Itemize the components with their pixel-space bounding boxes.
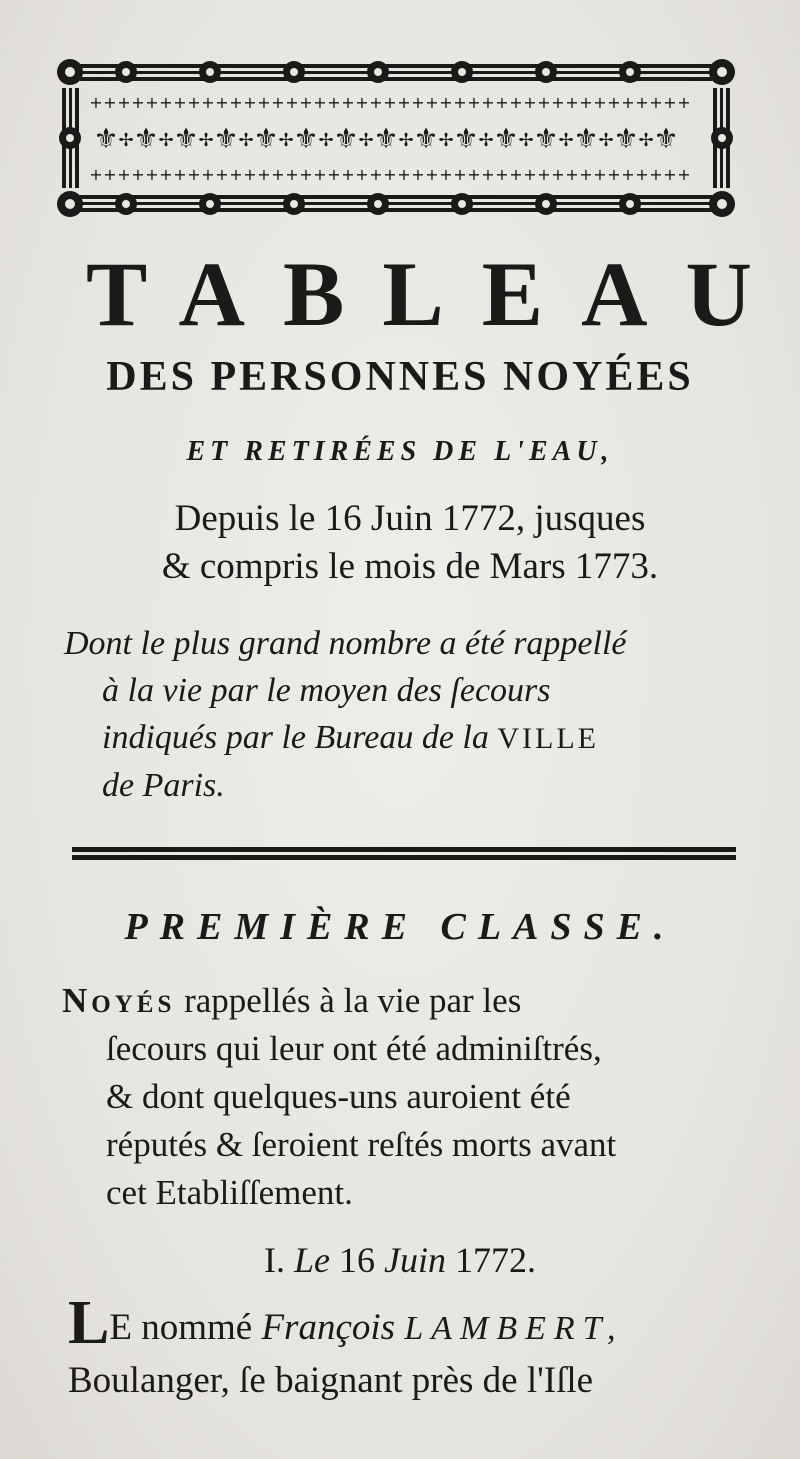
ornament-glyph: + — [173, 165, 187, 184]
drop-cap: L — [68, 1289, 110, 1357]
ornament-glyph: + — [299, 165, 313, 184]
ornament-glyph: + — [271, 93, 285, 112]
ornament-glyph: ⚜ — [453, 122, 479, 155]
description-paragraph — [64, 620, 744, 809]
ornament-glyph: + — [215, 93, 229, 112]
ornament-glyph: + — [145, 93, 159, 112]
ornament-glyph: + — [159, 165, 173, 184]
entry-date-day: 16 — [339, 1240, 375, 1280]
ornament-glyph: + — [621, 165, 635, 184]
rosette-center — [206, 200, 214, 208]
ornament-glyph: + — [663, 165, 677, 184]
ornament-glyph: + — [103, 93, 117, 112]
ornament-glyph: + — [299, 93, 313, 112]
ornament-glyph: + — [89, 165, 103, 184]
ornament-glyph: ⚜ — [293, 122, 319, 155]
ornament-glyph: + — [397, 165, 411, 184]
description-line-3-text: indiqués par le Bureau de la — [102, 719, 489, 756]
ornament-glyph: ⚜ — [133, 122, 159, 155]
rosette-center — [374, 68, 382, 76]
ornament-glyph: + — [495, 93, 509, 112]
ornament-glyph: + — [327, 93, 341, 112]
class-description-line-1 — [62, 977, 746, 1025]
entry-date-month: Juin — [384, 1240, 446, 1280]
ornament-glyph: + — [481, 165, 495, 184]
ornament-glyph: ✢ — [398, 130, 414, 151]
rosette-center — [374, 200, 382, 208]
ornament-glyph: + — [243, 165, 257, 184]
ornament-glyph: + — [509, 165, 523, 184]
ornament-glyph: + — [187, 165, 201, 184]
ornament-glyph: + — [383, 93, 397, 112]
ornament-glyph: + — [635, 165, 649, 184]
ornament-border — [54, 52, 738, 224]
ornament-glyph: + — [635, 93, 649, 112]
ornament-glyph: + — [411, 93, 425, 112]
ornament-glyph: + — [649, 93, 663, 112]
rosette-center — [458, 68, 466, 76]
rosette-center — [626, 200, 634, 208]
entry-line-2: Boulanger, ſe baignant près de l'Iſle — [68, 1360, 594, 1401]
ornament-glyph: + — [369, 93, 383, 112]
entry-surname: LAMBERT, — [404, 1310, 624, 1347]
ornament-glyph: ✢ — [318, 130, 334, 151]
ornament-glyph: + — [509, 93, 523, 112]
ornament-glyph: + — [453, 93, 467, 112]
ornament-glyph: ⚜ — [653, 122, 679, 155]
entry-first-name: François — [261, 1307, 396, 1348]
ornament-glyph: ✢ — [518, 130, 534, 151]
ornament-glyph: + — [439, 165, 453, 184]
ornament-glyph: + — [229, 93, 243, 112]
class-description-line-1-text: rappellés à la vie par les — [175, 981, 522, 1020]
description-line-2: à la vie par le moyen des ſecours — [102, 672, 551, 709]
ornament-glyph: ✢ — [478, 130, 494, 151]
date-range — [80, 495, 740, 591]
ornament-glyph: + — [523, 93, 537, 112]
ornament-glyph: + — [131, 165, 145, 184]
ornament-glyph: + — [173, 93, 187, 112]
ornament-glyph: + — [397, 93, 411, 112]
rosette-center — [290, 68, 298, 76]
ornament-glyph: ⚜ — [413, 122, 439, 155]
rosette-center — [290, 200, 298, 208]
ornament-glyph: + — [579, 93, 593, 112]
rosette-center — [122, 68, 130, 76]
date-range-line-1: Depuis le 16 Juin 1772, jusques — [174, 498, 646, 539]
ornament-glyph: + — [663, 93, 677, 112]
ornament-glyph: ✢ — [438, 130, 454, 151]
ornament-glyph: ⚜ — [613, 122, 639, 155]
ornament-glyph: + — [159, 93, 173, 112]
ornament-glyph: + — [551, 93, 565, 112]
ornament-glyph: ✢ — [278, 130, 294, 151]
noyes-smallcaps: Noyés — [62, 981, 176, 1020]
ornament-glyph: + — [215, 165, 229, 184]
entry-line-1 — [68, 1289, 748, 1357]
ornament-glyph: + — [593, 165, 607, 184]
ornament-glyph: ⚜ — [493, 122, 519, 155]
entry-line-1-text: E nommé — [109, 1307, 253, 1348]
ornament-glyph: + — [565, 93, 579, 112]
ornament-glyph: + — [537, 165, 551, 184]
ornament-glyph: + — [481, 93, 495, 112]
ornament-graphic — [54, 52, 738, 224]
entry-body — [68, 1289, 748, 1407]
ornament-glyph: ✢ — [598, 130, 614, 151]
ornament-glyph: + — [355, 165, 369, 184]
rosette-center — [542, 200, 550, 208]
ornament-glyph: + — [579, 165, 593, 184]
entry-date-year: 1772. — [454, 1240, 536, 1280]
entry-heading — [0, 1236, 800, 1284]
document-subtitle-2: ET RETIRÉES DE L'EAU, — [186, 436, 614, 467]
ornament-glyph: + — [355, 93, 369, 112]
ornament-glyph: + — [271, 165, 285, 184]
ornament-glyph: + — [523, 165, 537, 184]
class-description-line-3: & dont quelques-uns auroient été — [106, 1077, 571, 1116]
document-title: TABLEAU — [86, 243, 790, 345]
ornament-glyph: ✢ — [118, 130, 134, 151]
class-description — [62, 977, 746, 1217]
ornament-glyph: + — [453, 165, 467, 184]
ornament-glyph: + — [551, 165, 565, 184]
ornament-glyph: + — [257, 165, 271, 184]
ornament-glyph: ✢ — [198, 130, 214, 151]
ornament-glyph: ✢ — [358, 130, 374, 151]
class-description-line-2: ſecours qui leur ont été adminiſtrés, — [106, 1029, 602, 1068]
ornament-glyph: + — [243, 93, 257, 112]
ornament-glyph: ⚜ — [93, 122, 119, 155]
date-range-line-2: & compris le mois de Mars 1773. — [161, 546, 659, 587]
ornament-glyph: ✢ — [238, 130, 254, 151]
ornament-glyph: ⚜ — [333, 122, 359, 155]
rosette-center — [458, 200, 466, 208]
ornament-glyph: + — [229, 165, 243, 184]
ornament-glyph: ⚜ — [253, 122, 279, 155]
class-description-line-4: réputés & ſeroient reſtés morts avant — [106, 1125, 617, 1164]
ornament-glyph: + — [341, 165, 355, 184]
ornament-glyph: + — [677, 93, 691, 112]
ornament-glyph: + — [467, 165, 481, 184]
ornament-glyph: + — [145, 165, 159, 184]
document-subtitle: DES PERSONNES NOYÉES — [106, 354, 694, 400]
ornament-glyph: + — [131, 93, 145, 112]
description-line-1: Dont le plus grand nombre a été rappellé — [64, 625, 627, 662]
ornament-glyph: ✢ — [558, 130, 574, 151]
ornament-glyph: + — [439, 93, 453, 112]
ornament-glyph: + — [117, 93, 131, 112]
ornament-glyph: + — [593, 93, 607, 112]
ornament-glyph: + — [201, 93, 215, 112]
rosette-center — [122, 200, 130, 208]
ornament-glyph: ⚜ — [213, 122, 239, 155]
ornament-glyph: + — [187, 93, 201, 112]
description-line-4: de Paris. — [102, 767, 225, 804]
ornament-glyph: + — [383, 165, 397, 184]
ornament-glyph: + — [425, 93, 439, 112]
ornament-glyph: ⚜ — [533, 122, 559, 155]
ornament-glyph: ⚜ — [173, 122, 199, 155]
ornament-glyph: + — [285, 93, 299, 112]
rosette-center — [206, 68, 214, 76]
ornament-glyph: + — [677, 165, 691, 184]
class-heading: PREMIÈRE CLASSE. — [124, 906, 676, 948]
ornament-glyph: + — [117, 165, 131, 184]
ornament-glyph: + — [565, 165, 579, 184]
ornament-glyph: + — [341, 93, 355, 112]
class-description-line-5: cet Etabliſſement. — [106, 1173, 353, 1212]
ornament-glyph: ✢ — [638, 130, 654, 151]
entry-number: I. — [264, 1240, 285, 1280]
description-line-3 — [64, 714, 744, 762]
ornament-glyph: + — [285, 165, 299, 184]
ornament-glyph: + — [257, 93, 271, 112]
ornament-glyph: + — [89, 93, 103, 112]
rosette-center — [542, 68, 550, 76]
ville-text: VILLE — [497, 722, 599, 755]
ornament-glyph: + — [607, 165, 621, 184]
ornament-glyph: + — [621, 93, 635, 112]
ornament-glyph: + — [103, 165, 117, 184]
ornament-glyph: + — [607, 93, 621, 112]
entry-date-prefix: Le — [294, 1240, 330, 1280]
ornament-glyph: + — [411, 165, 425, 184]
ornament-glyph: + — [425, 165, 439, 184]
horizontal-rule — [72, 846, 736, 862]
ornament-glyph: + — [313, 93, 327, 112]
ornament-glyph: + — [327, 165, 341, 184]
ornament-glyph: ⚜ — [573, 122, 599, 155]
ornament-glyph: + — [495, 165, 509, 184]
ornament-glyph: + — [313, 165, 327, 184]
ornament-glyph: + — [201, 165, 215, 184]
ornament-glyph: + — [369, 165, 383, 184]
ornament-glyph: ✢ — [158, 130, 174, 151]
ornament-glyph: + — [537, 93, 551, 112]
ornament-glyph: + — [649, 165, 663, 184]
rosette-center — [626, 68, 634, 76]
ornament-glyph: ⚜ — [373, 122, 399, 155]
ornament-glyph: + — [467, 93, 481, 112]
